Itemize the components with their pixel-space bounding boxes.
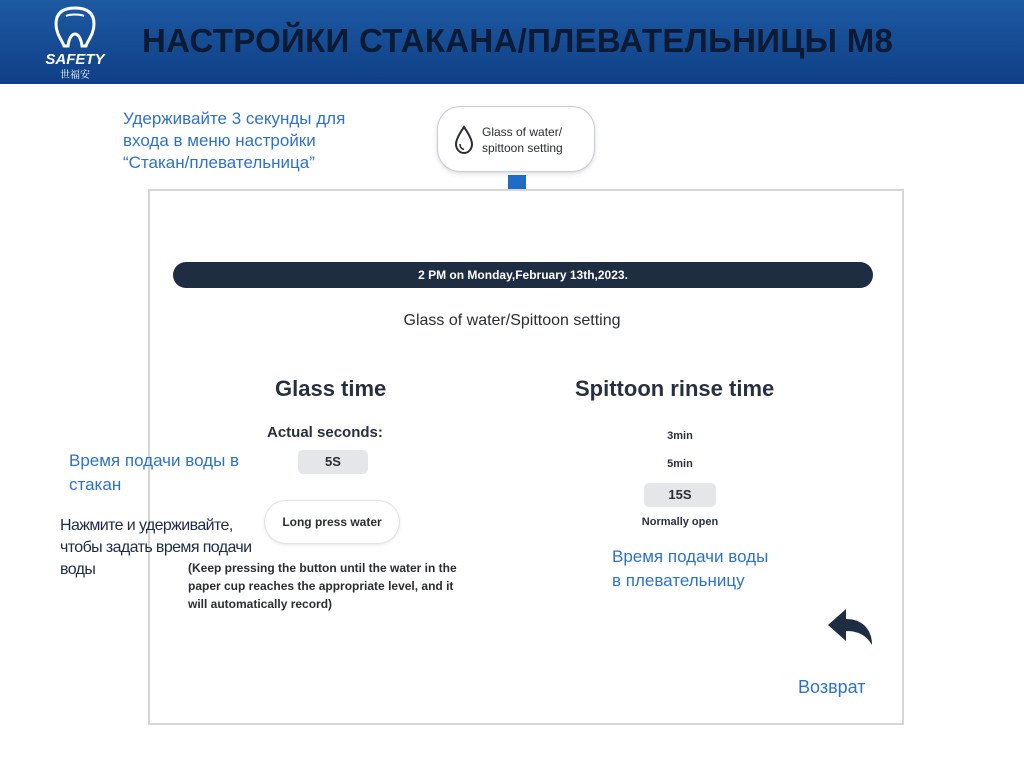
screen-title: Glass of water/Spittoon setting [403,312,621,329]
spittoon-rinse-time-title: Spittoon rinse time [575,376,775,401]
chip-line: spittoon setting [482,141,563,155]
note-line: входа в меню настройки [123,131,316,150]
header-bar [0,0,1024,84]
safety-logo [30,2,120,82]
spittoon-time-note [612,545,768,593]
spittoon-option-5min[interactable]: 5min [667,458,693,470]
glass-spittoon-setting-button[interactable] [438,107,594,171]
note-line: Время подачи воды в [69,451,240,470]
spittoon-option-normally-open[interactable]: Normally open [641,516,719,528]
hold-instruction-note [123,108,345,174]
note-line: “Стакан/плевательница” [123,153,315,172]
glass-time-note [69,449,239,497]
return-arrow-icon[interactable] [826,607,876,652]
hint-line: paper cup reaches the appropriate level, and it [188,579,454,593]
spittoon-selected-value[interactable]: 15S [644,483,716,507]
note-line: воды [60,561,96,578]
actual-seconds-label: Actual seconds: [267,424,383,441]
chip-line: Glass of water/ [482,125,563,139]
note-line: Удерживайте 3 секунды для [123,109,346,128]
glass-time-title: Glass time [275,376,387,401]
note-line: Нажмите и удерживайте, [60,517,233,534]
note-line: Время подачи воды [612,547,769,566]
spittoon-option-3min[interactable]: 3min [667,430,693,442]
note-line: в плевательницу [612,571,745,590]
water-drop-icon [453,125,475,160]
note-line: стакан [69,475,122,494]
back-label: Возврат [798,677,866,697]
datetime-bar: 2 PM on Monday,February 13th,2023. [173,262,873,288]
note-line: чтобы задать время подачи [60,539,252,556]
svg-text:世福安: 世福安 [60,70,90,81]
page-title: НАСТРОЙКИ СТАКАНА/ПЛЕВАТЕЛЬНИЦЫ М8 [142,22,894,59]
long-press-water-button[interactable]: Long press water [265,501,399,543]
hint-line: (Keep pressing the button until the water in the [188,561,457,575]
long-press-hint [188,559,528,613]
setting-button-label [482,124,563,156]
svg-text:SAFETY: SAFETY [45,51,105,68]
hint-line: will automatically record) [188,597,333,611]
glass-time-value[interactable]: 5S [298,450,368,474]
